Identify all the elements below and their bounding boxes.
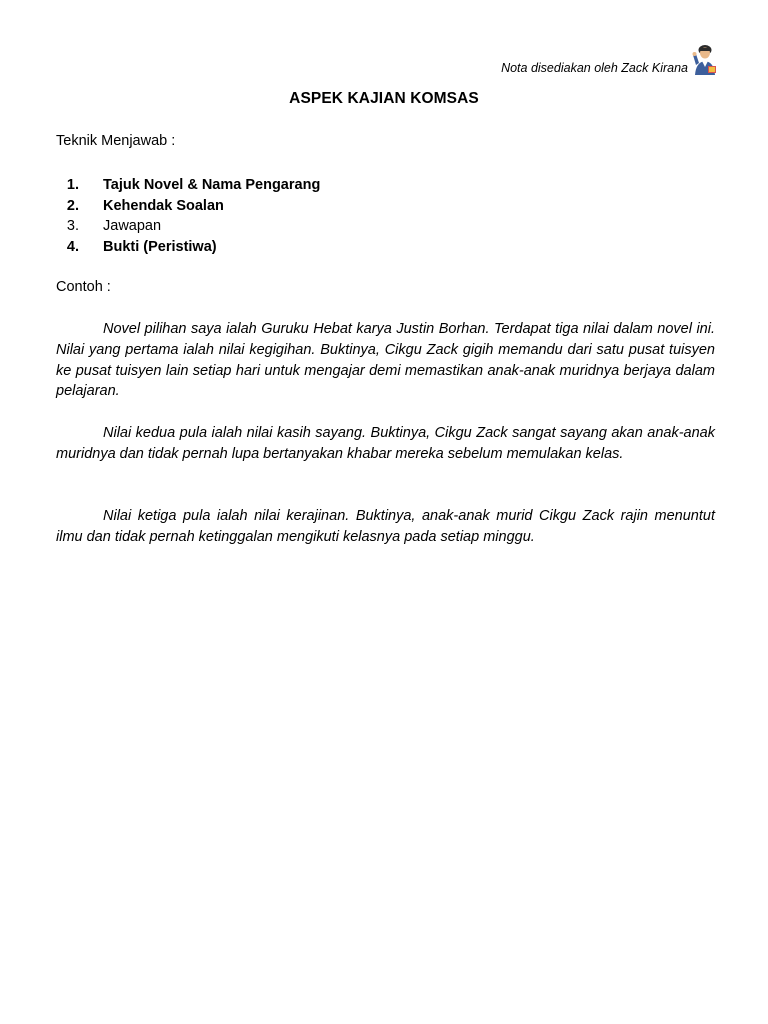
- list-item: 2. Kehendak Soalan: [66, 197, 224, 214]
- example-label: Contoh :: [56, 279, 111, 295]
- header-note: Nota disediakan oleh Zack Kirana: [501, 61, 688, 75]
- technique-label: Teknik Menjawab :: [56, 133, 176, 149]
- example-paragraph: Nilai ketiga pula ialah nilai kerajinan. Buktinya, anak-anak murid Cikgu Zack rajin menuntut ilmu dan tidak pernah ketinggalan mengikuti kelasnya pada setiap minggu.: [56, 508, 715, 545]
- list-item: 3. Jawapan: [66, 218, 162, 234]
- example-paragraph: Nilai kedua pula ialah nilai kasih sayang. Buktinya, Cikgu Zack sangat sayang akan anak-anak muridnya dan tidak pernah lupa bertanyakan khabar mereka sebelum memulakan kelas.: [56, 425, 715, 462]
- technique-steps-list: [56, 175, 456, 257]
- example-paragraph: Novel pilihan saya ialah Guruku Hebat karya Justin Borhan. Terdapat tiga nilai dalam novel ini. Nilai yang pertama ialah nilai kegigihan. Buktinya, Cikgu Zack gigih memandu dari satu pusat tuisyen ke pusat tuisyen lain setiap hari untuk mengajar demi memastikan anak-anak muridnya berjaya dalam pelajaran.: [56, 321, 715, 400]
- list-item: 4. Bukti (Peristiwa): [66, 238, 217, 255]
- author-avatar-icon: [692, 43, 718, 77]
- list-item: 1. Tajuk Novel & Nama Pengarang: [66, 177, 321, 193]
- document-title: ASPEK KAJIAN KOMSAS: [289, 90, 479, 107]
